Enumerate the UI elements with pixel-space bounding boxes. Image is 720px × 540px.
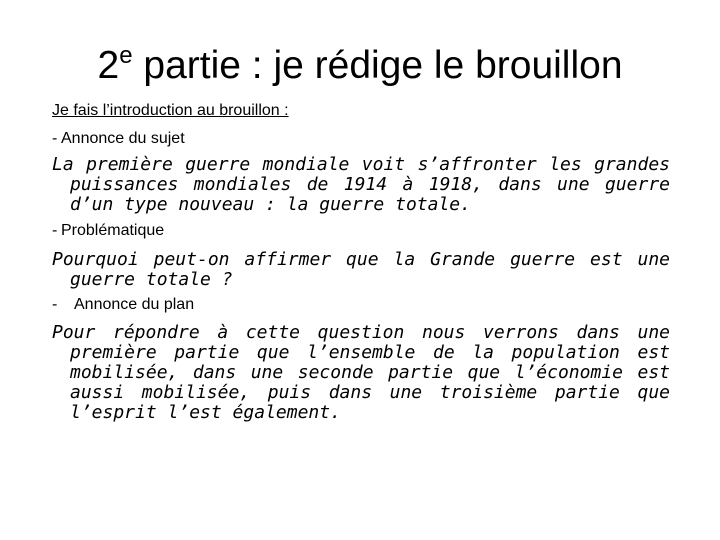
title-ordinal-suffix: e [119,42,133,69]
section-label-annonce-du-sujet [52,129,670,149]
section-label-annonce-du-plan [52,295,670,315]
slide-title [0,40,720,92]
subject-paragraph: La première guerre mondiale voit s’affronter les grandes puissances mondiales de 1914 à 1918, dans une guerre d’un type nouveau : la guerre totale. [52,154,670,215]
title-text: partie : je rédige le brouillon [132,44,623,87]
bullet-dash: - [52,130,58,147]
section-label-problematique [52,221,670,241]
slide-content [52,101,670,423]
section-label-text: Annonce du sujet [61,130,185,147]
bullet-dash: - [52,296,58,313]
section-label-text: Problématique [61,222,165,239]
title-ordinal-number: 2 [97,44,120,87]
plan-paragraph: Pour répondre à cette question nous verrons dans une première partie que l’ensemble de la population est mobilisée, dans une seconde partie que l’économie est aussi mobilisée, puis dans une troisième partie que l’esprit l’est également. [52,322,670,423]
bullet-dash: - [52,222,58,239]
section-label-text: Annonce du plan [74,296,195,313]
intro-heading: Je fais l’introduction au brouillon : [52,102,289,119]
problematic-paragraph: Pourquoi peut-on affirmer que la Grande guerre est une guerre totale ? [52,249,670,290]
